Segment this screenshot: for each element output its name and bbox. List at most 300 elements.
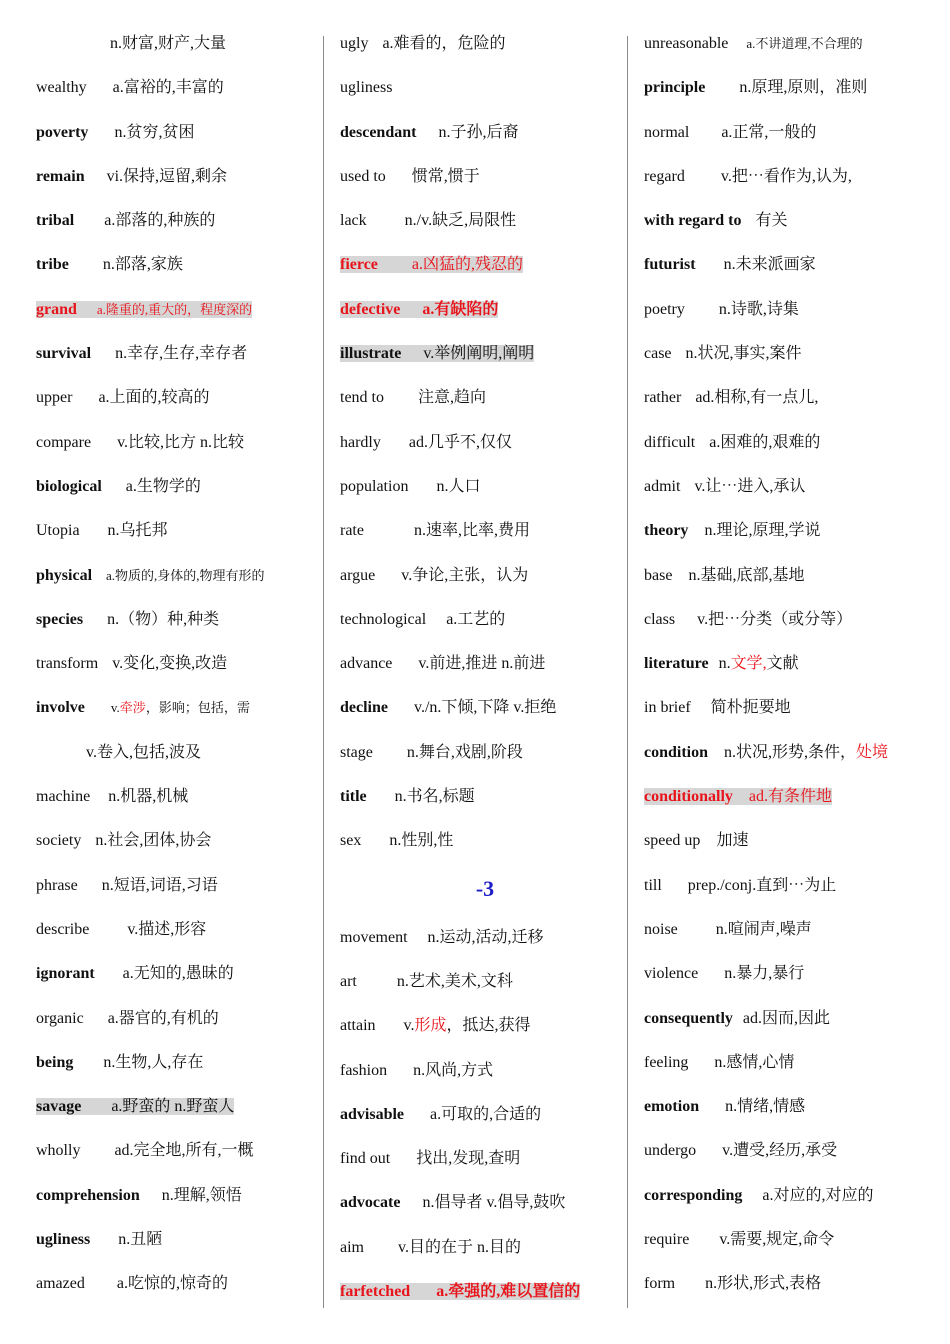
vocab-column-2 xyxy=(340,22,630,1314)
vocab-entry xyxy=(644,731,944,775)
entry-text xyxy=(36,168,227,185)
vocab-word: movement xyxy=(340,928,408,946)
vocab-entry xyxy=(36,1041,326,1085)
vocab-entry xyxy=(644,642,944,686)
vocab-word: advocate xyxy=(340,1194,401,1212)
vocab-definition: a.困难的,艰难的 xyxy=(709,433,821,451)
vocab-entry xyxy=(36,819,326,863)
vocab-word: grand xyxy=(36,300,77,318)
vocab-entry xyxy=(644,819,944,863)
vocab-entry xyxy=(340,509,630,553)
vocab-entry xyxy=(36,864,326,908)
vocab-definition: n.未来派画家 xyxy=(723,256,816,274)
vocab-entry xyxy=(340,66,630,110)
vocab-definition: n.文学,文献 xyxy=(718,655,799,673)
entry-text xyxy=(340,256,523,273)
entry-text xyxy=(644,1142,837,1159)
vocab-entry xyxy=(340,1049,630,1093)
entry-text xyxy=(340,35,506,52)
entry-text xyxy=(644,965,804,982)
vocab-definition: n.幸存,生存,幸存者 xyxy=(115,345,248,363)
vocab-entry xyxy=(36,642,326,686)
entry-text xyxy=(340,1283,580,1300)
vocab-word: normal xyxy=(644,123,690,141)
vocab-entry xyxy=(340,686,630,730)
vocab-definition: a.物质的,身体的,物理有形的 xyxy=(106,567,265,583)
entry-text xyxy=(644,212,787,229)
vocab-word: consequently xyxy=(644,1009,733,1027)
vocab-entry xyxy=(644,111,944,155)
vocab-entry xyxy=(36,554,326,598)
highlighted-sense: 形成 xyxy=(414,1017,447,1035)
entry-text xyxy=(340,124,518,141)
vocab-word: wealthy xyxy=(36,79,87,97)
entry-text xyxy=(340,1194,565,1211)
vocab-word: used to xyxy=(340,167,386,185)
vocab-entry xyxy=(36,598,326,642)
vocab-entry xyxy=(340,598,630,642)
vocab-definition: a.对应的,对应的 xyxy=(762,1186,874,1204)
vocab-word: principle xyxy=(644,79,706,97)
vocab-definition: n.生物,人,存在 xyxy=(103,1053,204,1071)
vocab-entry xyxy=(644,243,944,287)
vocab-entry xyxy=(644,1085,944,1129)
vocab-word: upper xyxy=(36,389,73,407)
vocab-definition: 加速 xyxy=(716,832,749,850)
vocab-definition: a.器官的,有机的 xyxy=(107,1009,219,1027)
vocab-word: tend to xyxy=(340,389,384,407)
entry-text xyxy=(644,434,820,451)
vocab-entry xyxy=(644,1218,944,1262)
vocab-entry xyxy=(36,731,326,775)
vocab-column-1 xyxy=(36,22,326,1307)
vocab-word: society xyxy=(36,832,82,850)
vocab-entry xyxy=(644,952,944,996)
vocab-definition: n.状况,事实,案件 xyxy=(685,345,802,363)
vocab-definition: v.前进,推进 n.前进 xyxy=(418,655,546,673)
vocab-entry xyxy=(36,509,326,553)
vocab-entry xyxy=(36,421,326,465)
entry-text xyxy=(340,522,530,539)
vocab-definition: n.倡导者 v.倡导,鼓吹 xyxy=(422,1194,566,1212)
entry-text xyxy=(36,79,224,96)
vocab-entry xyxy=(340,916,630,960)
vocab-word: machine xyxy=(36,788,91,806)
vocab-entry xyxy=(36,775,326,819)
vocab-entry xyxy=(36,1174,326,1218)
entry-text xyxy=(36,522,168,539)
entry-text xyxy=(644,124,816,141)
vocab-definition: n.暴力,暴行 xyxy=(724,965,805,983)
vocab-entry xyxy=(644,1041,944,1085)
vocab-entry xyxy=(36,376,326,420)
vocab-entry xyxy=(340,775,630,819)
entry-text xyxy=(340,168,480,185)
vocab-definition: 注意,趋向 xyxy=(418,389,487,407)
vocab-entry xyxy=(340,421,630,465)
vocab-definition: v.卷入,包括,波及 xyxy=(86,743,201,761)
vocab-entry xyxy=(644,686,944,730)
vocab-entry xyxy=(340,376,630,420)
entry-text xyxy=(36,1054,203,1071)
vocab-word: title xyxy=(340,788,367,806)
entry-text xyxy=(340,929,544,946)
vocab-definition: v.需要,规定,命令 xyxy=(719,1231,835,1249)
vocab-word: violence xyxy=(644,965,699,983)
entry-text xyxy=(340,567,528,584)
vocab-word: noise xyxy=(644,920,678,938)
vocab-definition: v.牵涉，影响；包括，需 xyxy=(110,700,250,716)
entry-text xyxy=(340,478,480,495)
vocab-definition: ad.相称,有一点儿, xyxy=(695,389,819,407)
vocab-word: difficult xyxy=(644,433,696,451)
vocab-word: compare xyxy=(36,433,92,451)
vocab-word: defective xyxy=(340,300,401,318)
vocab-word: savage xyxy=(36,1098,82,1116)
entry-text xyxy=(340,301,498,318)
entry-text xyxy=(36,921,206,938)
vocab-definition: v.让⋯进入,承认 xyxy=(694,477,806,495)
vocab-word: ugly xyxy=(340,35,369,52)
entry-text xyxy=(644,699,791,716)
entry-text xyxy=(644,1275,821,1292)
vocab-word: speed up xyxy=(644,832,701,850)
entry-text xyxy=(340,389,486,406)
vocab-word: farfetched xyxy=(340,1283,411,1301)
vocab-entry xyxy=(36,155,326,199)
vocab-entry xyxy=(644,199,944,243)
vocab-definition: 简朴扼要地 xyxy=(710,699,791,717)
vocab-entry xyxy=(340,819,630,863)
vocab-definition: n.（物）种,种类 xyxy=(107,610,220,628)
vocab-definition: prep./conj.直到⋯为止 xyxy=(687,876,837,894)
entry-text xyxy=(644,256,816,273)
vocab-definition: n.人口 xyxy=(436,477,481,495)
entry-text xyxy=(340,655,545,672)
vocab-word: argue xyxy=(340,566,376,584)
vocab-entry xyxy=(644,66,944,110)
entry-text xyxy=(644,567,804,584)
vocab-definition: v.比较,比方 n.比较 xyxy=(117,433,245,451)
vocab-definition: a.富裕的,丰富的 xyxy=(112,79,224,97)
vocab-definition: n.原理,原则，准则 xyxy=(739,79,868,97)
vocab-word: case xyxy=(644,345,672,363)
vocab-word: literature xyxy=(644,655,709,673)
vocab-word: attain xyxy=(340,1017,376,1035)
vocab-word: involve xyxy=(36,699,85,717)
vocab-definition: 惯常,惯于 xyxy=(411,167,480,185)
vocab-entry xyxy=(36,1085,326,1129)
entry-text xyxy=(340,611,505,628)
vocab-entry xyxy=(340,1004,630,1048)
entry-text xyxy=(36,124,194,141)
vocab-definition: vi.保持,逗留,剩余 xyxy=(106,167,228,185)
entry-text xyxy=(644,478,805,495)
entry-text xyxy=(340,1239,521,1256)
vocab-word: condition xyxy=(644,743,709,761)
vocab-definition: n.形状,形式,表格 xyxy=(705,1275,822,1293)
entry-text xyxy=(644,744,888,761)
vocab-word: with regard to xyxy=(644,212,742,230)
vocab-definition: v.把⋯分类（或分等） xyxy=(697,610,853,628)
vocab-word: transform xyxy=(36,655,99,673)
vocab-entry xyxy=(340,155,630,199)
entry-text xyxy=(36,1098,234,1115)
vocab-word: regard xyxy=(644,167,685,185)
entry-text xyxy=(110,35,226,52)
entry-text xyxy=(36,877,218,894)
vocab-entry xyxy=(36,243,326,287)
vocab-word: conditionally xyxy=(644,788,733,806)
vocab-definition: v.遭受,经历,承受 xyxy=(722,1142,838,1160)
vocab-entry xyxy=(340,243,630,287)
vocab-definition: n.社会,团体,协会 xyxy=(95,832,212,850)
vocab-entry xyxy=(644,554,944,598)
vocab-definition: n.运动,活动,迁移 xyxy=(427,928,544,946)
vocab-definition: v./n.下倾,下降 v.拒绝 xyxy=(414,699,557,717)
entry-text xyxy=(644,921,812,938)
vocab-word: unreasonable xyxy=(644,35,729,52)
vocab-entry xyxy=(36,1218,326,1262)
vocab-definition: n.理解,领悟 xyxy=(161,1186,242,1204)
vocab-word: Utopia xyxy=(36,522,80,540)
vocab-word: advance xyxy=(340,655,393,673)
vocab-entry xyxy=(644,288,944,332)
entry-text xyxy=(340,744,523,761)
vocab-entry xyxy=(36,952,326,996)
entry-text xyxy=(644,301,799,318)
vocab-word: poverty xyxy=(36,123,89,141)
vocab-definition: a.上面的,较高的 xyxy=(98,389,210,407)
vocab-entry xyxy=(340,22,630,66)
entry-text xyxy=(36,567,265,584)
entry-text xyxy=(36,699,250,716)
entry-text xyxy=(36,1187,242,1204)
vocab-definition: n.短语,词语,习语 xyxy=(101,876,218,894)
vocab-word: lack xyxy=(340,212,367,230)
vocab-word: biological xyxy=(36,477,102,495)
vocab-definition: n.书名,标题 xyxy=(394,788,475,806)
vocab-word: physical xyxy=(36,566,93,584)
vocab-entry xyxy=(644,908,944,952)
vocab-definition: a.难看的，危险的 xyxy=(382,35,506,52)
vocab-definition: a.部落的,种族的 xyxy=(104,212,216,230)
vocab-word: feeling xyxy=(644,1053,689,1071)
vocab-entry xyxy=(36,66,326,110)
vocab-entry xyxy=(36,199,326,243)
vocab-word: aim xyxy=(340,1238,364,1256)
entry-text xyxy=(36,1010,219,1027)
vocab-word: base xyxy=(644,566,673,584)
vocab-word: being xyxy=(36,1053,74,1071)
vocab-entry xyxy=(644,465,944,509)
vocab-word: species xyxy=(36,610,84,628)
vocab-word: poetry xyxy=(644,300,685,318)
vocab-definition: n.状况,形势,条件，处境 xyxy=(724,743,889,761)
vocab-definition: v.把⋯看作为,认为, xyxy=(720,167,852,185)
vocab-definition: a.正常,一般的 xyxy=(721,123,817,141)
vocab-definition: n.财富,财产,大量 xyxy=(110,35,227,52)
vocab-word: theory xyxy=(644,522,689,540)
vocab-word: technological xyxy=(340,610,427,628)
vocab-word: descendant xyxy=(340,123,417,141)
entry-text xyxy=(36,1231,162,1248)
vocab-definition: a.有缺陷的 xyxy=(422,300,499,318)
vocab-definition: v.变化,变换,改造 xyxy=(112,655,228,673)
vocab-word: till xyxy=(644,876,662,894)
vocab-entry xyxy=(340,332,630,376)
vocab-definition: n.基础,底部,基地 xyxy=(688,566,805,584)
vocab-entry xyxy=(340,731,630,775)
vocab-definition: ad.几乎不,仅仅 xyxy=(408,433,512,451)
vocab-word: illustrate xyxy=(340,345,402,363)
vocab-definition: v.目的在于 n.目的 xyxy=(398,1238,521,1256)
entry-text xyxy=(36,832,211,849)
vocab-entry xyxy=(36,111,326,155)
vocab-word: tribe xyxy=(36,256,69,274)
vocab-entry xyxy=(644,332,944,376)
vocab-definition: n.风尚,方式 xyxy=(413,1061,494,1079)
vocab-definition: n.性别,性 xyxy=(389,832,454,850)
vocab-word: in brief xyxy=(644,699,691,717)
vocab-definition: n.喧闹声,噪声 xyxy=(715,920,812,938)
entry-text xyxy=(644,168,852,185)
vocab-definition: v.形成，抵达,获得 xyxy=(403,1017,531,1035)
vocab-word: organic xyxy=(36,1009,84,1027)
entry-text xyxy=(644,832,748,849)
vocab-definition: n.理论,原理,学说 xyxy=(704,522,821,540)
entry-text xyxy=(36,345,247,362)
entry-text xyxy=(340,1150,520,1167)
entry-text xyxy=(644,611,852,628)
vocab-entry xyxy=(340,1226,630,1270)
vocab-definition: a.工艺的 xyxy=(446,610,506,628)
vocab-column-3 xyxy=(644,22,944,1307)
vocab-definition: n./v.缺乏,局限性 xyxy=(404,212,517,230)
vocab-word: art xyxy=(340,972,357,990)
vocab-definition: a.不讲道理,不合理的 xyxy=(746,36,863,51)
entry-text xyxy=(36,611,219,628)
entry-text xyxy=(36,965,234,982)
vocab-word: stage xyxy=(340,743,373,761)
vocab-entry xyxy=(36,686,326,730)
highlighted-sense: 牵涉 xyxy=(119,700,146,716)
vocab-entry xyxy=(36,332,326,376)
entry-text xyxy=(340,79,392,96)
vocab-entry xyxy=(36,22,326,66)
vocab-definition: 有关 xyxy=(755,212,788,230)
vocab-entry xyxy=(36,288,326,332)
entry-text xyxy=(36,434,244,451)
entry-text xyxy=(644,522,820,539)
vocab-definition: a.牵强的,难以置信的 xyxy=(436,1283,581,1301)
entry-text xyxy=(644,655,799,672)
vocab-entry xyxy=(340,465,630,509)
vocab-entry xyxy=(644,1174,944,1218)
vocab-definition: n.速率,比率,费用 xyxy=(413,522,530,540)
vocab-word: phrase xyxy=(36,876,78,894)
entry-text xyxy=(644,79,867,96)
vocab-entry xyxy=(36,465,326,509)
vocab-definition: n.丑陋 xyxy=(118,1231,163,1249)
vocab-word: form xyxy=(644,1275,676,1293)
vocab-definition: ad.完全地,所有,一概 xyxy=(114,1142,254,1160)
vocab-word: fashion xyxy=(340,1061,388,1079)
vocab-word: rate xyxy=(340,522,364,540)
vocab-definition: a.凶猛的,残忍的 xyxy=(411,256,523,274)
vocab-definition: ad.有条件地 xyxy=(748,788,833,806)
vocab-word: undergo xyxy=(644,1142,697,1160)
vocab-word: comprehension xyxy=(36,1186,140,1204)
vocab-word: wholly xyxy=(36,1142,81,1160)
vocab-entry xyxy=(644,22,944,66)
vocab-word: fierce xyxy=(340,256,378,274)
vocab-entry xyxy=(340,111,630,155)
vocab-definition: a.野蛮的 n.野蛮人 xyxy=(111,1098,235,1116)
entry-text xyxy=(340,1017,531,1034)
vocab-definition: a.无知的,愚昧的 xyxy=(122,965,234,983)
vocab-definition: n.部落,家族 xyxy=(102,256,183,274)
vocab-entry xyxy=(36,1129,326,1173)
vocab-word: corresponding xyxy=(644,1186,743,1204)
vocab-word: ugliness xyxy=(36,1231,91,1249)
entry-text xyxy=(340,788,475,805)
entry-text xyxy=(340,973,513,990)
vocab-entry xyxy=(340,554,630,598)
vocab-entry xyxy=(644,155,944,199)
vocab-entry xyxy=(36,908,326,952)
vocab-definition: n.机器,机械 xyxy=(108,788,189,806)
vocab-word: amazed xyxy=(36,1275,85,1293)
entry-text xyxy=(36,1142,254,1159)
vocab-word: sex xyxy=(340,832,362,850)
vocab-entry xyxy=(644,598,944,642)
entry-text xyxy=(340,434,512,451)
vocab-entry xyxy=(340,1181,630,1225)
vocab-word: survival xyxy=(36,345,92,363)
vocab-entry xyxy=(340,1093,630,1137)
vocab-word: advisable xyxy=(340,1105,405,1123)
vocab-word: remain xyxy=(36,167,85,185)
entry-text xyxy=(340,1106,541,1123)
entry-text xyxy=(644,1098,805,1115)
vocab-word: require xyxy=(644,1231,690,1249)
vocab-word: population xyxy=(340,477,409,495)
entry-text xyxy=(644,389,818,406)
entry-text xyxy=(644,1187,874,1204)
entry-text xyxy=(36,389,210,406)
entry-text xyxy=(644,877,836,894)
entry-text xyxy=(644,35,863,52)
vocab-entry xyxy=(340,199,630,243)
vocab-entry xyxy=(644,376,944,420)
vocab-definition: n.舞台,戏剧,阶段 xyxy=(406,743,523,761)
vocab-definition: v.争论,主张，认为 xyxy=(401,566,529,584)
vocab-word: emotion xyxy=(644,1098,700,1116)
vocab-entry xyxy=(644,997,944,1041)
entry-text xyxy=(644,1010,830,1027)
vocab-entry xyxy=(340,1270,630,1314)
entry-text xyxy=(340,832,453,849)
vocab-entry xyxy=(644,1129,944,1173)
vocab-definition: v.举例阐明,阐明 xyxy=(423,345,535,363)
vocab-definition: n.乌托邦 xyxy=(107,522,168,540)
vocab-word: decline xyxy=(340,699,388,717)
vocab-entry xyxy=(644,509,944,553)
vocab-definition: v.描述,形容 xyxy=(127,920,207,938)
vocab-entry xyxy=(340,960,630,1004)
vocab-definition: n.诗歌,诗集 xyxy=(718,300,799,318)
